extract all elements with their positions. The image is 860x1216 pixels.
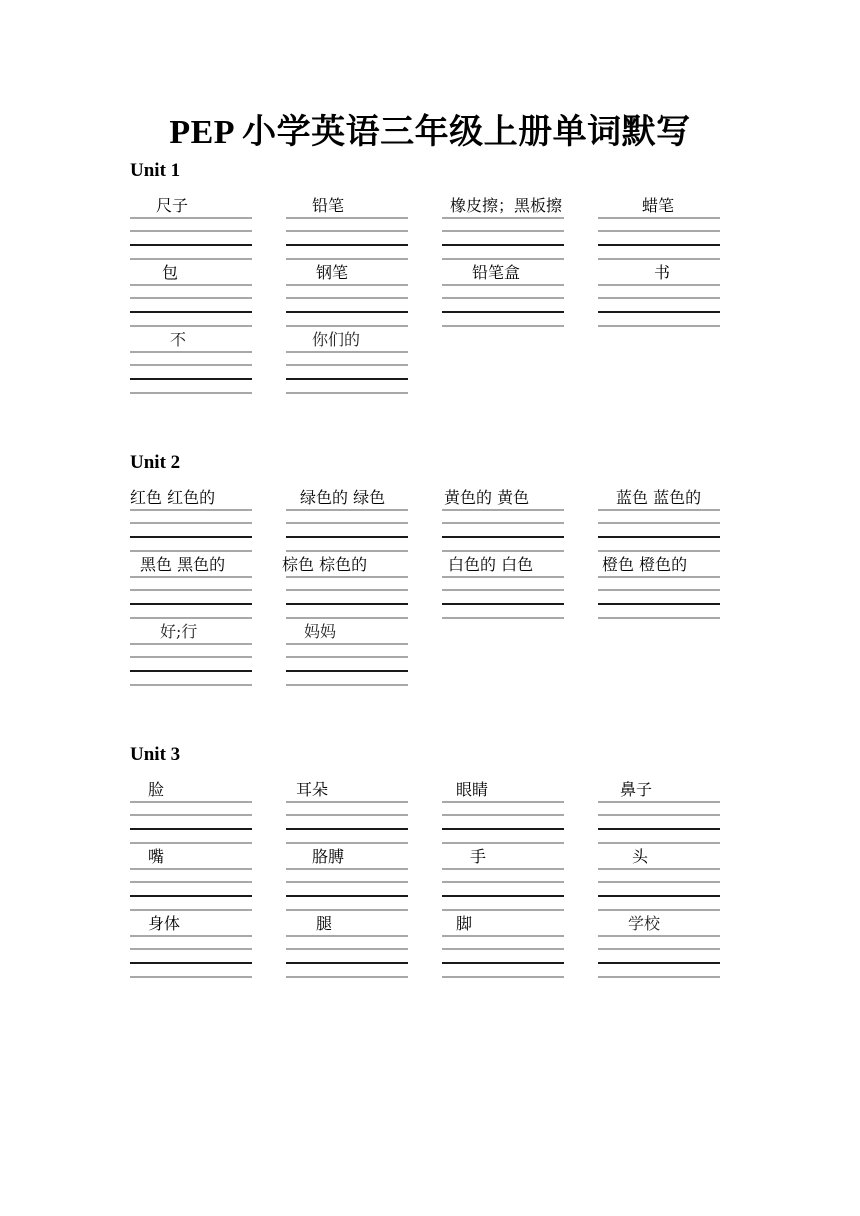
writing-line[interactable] bbox=[130, 603, 252, 605]
writing-line[interactable] bbox=[598, 217, 720, 219]
writing-line[interactable] bbox=[130, 311, 252, 313]
writing-line[interactable] bbox=[286, 576, 408, 578]
vocab-word: 橙色 橙色的 bbox=[602, 555, 688, 574]
writing-line[interactable] bbox=[286, 828, 408, 830]
writing-line[interactable] bbox=[442, 814, 564, 816]
vocab-cell bbox=[130, 847, 252, 917]
writing-line[interactable] bbox=[286, 550, 408, 552]
writing-line[interactable] bbox=[130, 881, 252, 883]
vocab-word: 绿色的 绿色 bbox=[300, 488, 386, 507]
writing-line[interactable] bbox=[286, 351, 408, 353]
writing-line[interactable] bbox=[286, 392, 408, 394]
writing-line[interactable] bbox=[130, 828, 252, 830]
writing-line[interactable] bbox=[130, 536, 252, 538]
writing-line[interactable] bbox=[442, 536, 564, 538]
writing-line[interactable] bbox=[442, 909, 564, 911]
vocab-word: 黑色 黑色的 bbox=[140, 555, 226, 574]
writing-line[interactable] bbox=[286, 244, 408, 246]
vocab-cell bbox=[598, 488, 720, 558]
writing-line[interactable] bbox=[130, 868, 252, 870]
unit-heading: Unit 1 bbox=[130, 160, 181, 181]
writing-line[interactable] bbox=[598, 962, 720, 964]
writing-line[interactable] bbox=[130, 842, 252, 844]
writing-line[interactable] bbox=[286, 814, 408, 816]
writing-line[interactable] bbox=[598, 258, 720, 260]
vocab-cell bbox=[130, 780, 252, 850]
writing-line[interactable] bbox=[442, 935, 564, 937]
writing-line[interactable] bbox=[598, 576, 720, 578]
vocab-cell bbox=[286, 914, 408, 984]
vocab-cell bbox=[598, 847, 720, 917]
writing-line[interactable] bbox=[130, 909, 252, 911]
vocab-word: 钢笔 bbox=[316, 263, 349, 282]
writing-line[interactable] bbox=[130, 801, 252, 803]
writing-line[interactable] bbox=[442, 550, 564, 552]
writing-line[interactable] bbox=[286, 284, 408, 286]
vocab-word: 学校 bbox=[628, 914, 661, 933]
writing-line[interactable] bbox=[130, 814, 252, 816]
vocab-cell bbox=[442, 780, 564, 850]
writing-line[interactable] bbox=[286, 230, 408, 232]
vocab-cell bbox=[286, 488, 408, 558]
vocab-cell bbox=[442, 555, 564, 625]
writing-line[interactable] bbox=[598, 311, 720, 313]
writing-line[interactable] bbox=[286, 948, 408, 950]
writing-line[interactable] bbox=[598, 230, 720, 232]
writing-line[interactable] bbox=[286, 976, 408, 978]
writing-line[interactable] bbox=[286, 378, 408, 380]
vocab-cell bbox=[130, 488, 252, 558]
writing-line[interactable] bbox=[286, 509, 408, 511]
writing-line[interactable] bbox=[286, 670, 408, 672]
writing-line[interactable] bbox=[598, 297, 720, 299]
writing-line[interactable] bbox=[442, 828, 564, 830]
unit-heading: Unit 2 bbox=[130, 452, 181, 473]
vocab-cell bbox=[598, 263, 720, 333]
vocab-word: 橡皮擦；黑板擦 bbox=[450, 196, 563, 215]
vocab-word: 你们的 bbox=[312, 330, 361, 349]
vocab-cell bbox=[286, 330, 408, 400]
writing-line[interactable] bbox=[598, 976, 720, 978]
writing-line[interactable] bbox=[442, 297, 564, 299]
vocab-cell bbox=[598, 914, 720, 984]
writing-line[interactable] bbox=[598, 522, 720, 524]
writing-line[interactable] bbox=[286, 297, 408, 299]
writing-line[interactable] bbox=[286, 643, 408, 645]
writing-line[interactable] bbox=[442, 576, 564, 578]
writing-line[interactable] bbox=[598, 868, 720, 870]
writing-line[interactable] bbox=[130, 617, 252, 619]
writing-line[interactable] bbox=[598, 284, 720, 286]
vocab-word: 铅笔 bbox=[312, 196, 345, 215]
writing-line[interactable] bbox=[130, 522, 252, 524]
unit-heading: Unit 3 bbox=[130, 744, 181, 765]
writing-line[interactable] bbox=[130, 364, 252, 366]
page-title: PEP 小学英语三年级上册单词默写 bbox=[169, 114, 691, 151]
writing-line[interactable] bbox=[598, 603, 720, 605]
writing-line[interactable] bbox=[286, 217, 408, 219]
vocab-word: 黄色的 黄色 bbox=[444, 488, 530, 507]
writing-line[interactable] bbox=[442, 801, 564, 803]
writing-line[interactable] bbox=[286, 656, 408, 658]
writing-line[interactable] bbox=[286, 258, 408, 260]
writing-line[interactable] bbox=[598, 325, 720, 327]
writing-line[interactable] bbox=[286, 881, 408, 883]
writing-line[interactable] bbox=[442, 948, 564, 950]
writing-line[interactable] bbox=[130, 325, 252, 327]
writing-line[interactable] bbox=[130, 576, 252, 578]
vocab-cell bbox=[286, 622, 408, 692]
writing-line[interactable] bbox=[130, 258, 252, 260]
writing-line[interactable] bbox=[286, 842, 408, 844]
vocab-word: 脚 bbox=[456, 914, 473, 933]
writing-line[interactable] bbox=[442, 258, 564, 260]
writing-line[interactable] bbox=[442, 522, 564, 524]
vocab-cell bbox=[442, 914, 564, 984]
writing-line[interactable] bbox=[286, 868, 408, 870]
writing-line[interactable] bbox=[286, 909, 408, 911]
vocab-word: 蜡笔 bbox=[642, 196, 675, 215]
vocab-cell bbox=[282, 555, 408, 625]
writing-line[interactable] bbox=[598, 550, 720, 552]
writing-line[interactable] bbox=[130, 217, 252, 219]
vocab-word: 妈妈 bbox=[304, 622, 337, 641]
writing-line[interactable] bbox=[442, 842, 564, 844]
writing-line[interactable] bbox=[130, 230, 252, 232]
vocab-cell bbox=[286, 263, 408, 333]
writing-line[interactable] bbox=[130, 643, 252, 645]
writing-line[interactable] bbox=[598, 842, 720, 844]
vocab-cell bbox=[286, 780, 408, 850]
writing-line[interactable] bbox=[442, 868, 564, 870]
writing-line[interactable] bbox=[598, 814, 720, 816]
writing-line[interactable] bbox=[598, 935, 720, 937]
writing-line[interactable] bbox=[442, 976, 564, 978]
writing-line[interactable] bbox=[130, 392, 252, 394]
writing-line[interactable] bbox=[130, 895, 252, 897]
writing-line[interactable] bbox=[598, 589, 720, 591]
writing-line[interactable] bbox=[286, 801, 408, 803]
vocab-word: 嘴 bbox=[148, 847, 165, 866]
vocab-word: 身体 bbox=[148, 914, 181, 933]
vocab-cell bbox=[598, 780, 720, 850]
vocab-cell bbox=[442, 847, 564, 917]
vocab-word: 脸 bbox=[148, 780, 165, 799]
writing-line[interactable] bbox=[130, 297, 252, 299]
writing-line[interactable] bbox=[130, 244, 252, 246]
vocab-cell bbox=[598, 196, 720, 266]
writing-line[interactable] bbox=[442, 230, 564, 232]
vocab-word: 好;行 bbox=[160, 622, 198, 641]
writing-line[interactable] bbox=[442, 244, 564, 246]
vocab-word: 包 bbox=[162, 263, 179, 282]
vocab-cell bbox=[130, 330, 252, 400]
writing-line[interactable] bbox=[598, 948, 720, 950]
writing-line[interactable] bbox=[442, 509, 564, 511]
writing-line[interactable] bbox=[130, 351, 252, 353]
vocab-word: 手 bbox=[470, 847, 487, 866]
vocab-word: 胳膊 bbox=[312, 847, 345, 866]
vocab-cell bbox=[286, 847, 408, 917]
vocab-cell bbox=[130, 263, 252, 333]
writing-line[interactable] bbox=[130, 656, 252, 658]
writing-line[interactable] bbox=[130, 589, 252, 591]
writing-line[interactable] bbox=[130, 935, 252, 937]
vocab-word: 红色 红色的 bbox=[130, 488, 216, 507]
vocab-word: 头 bbox=[632, 847, 649, 866]
vocab-word: 书 bbox=[654, 263, 671, 282]
writing-line[interactable] bbox=[442, 603, 564, 605]
vocab-cell bbox=[130, 914, 252, 984]
writing-line[interactable] bbox=[442, 325, 564, 327]
vocab-word: 眼睛 bbox=[456, 780, 489, 799]
writing-line[interactable] bbox=[598, 881, 720, 883]
writing-line[interactable] bbox=[130, 962, 252, 964]
writing-line[interactable] bbox=[598, 801, 720, 803]
vocab-cell bbox=[442, 488, 564, 558]
vocab-word: 蓝色 蓝色的 bbox=[616, 488, 702, 507]
writing-line[interactable] bbox=[286, 589, 408, 591]
writing-line[interactable] bbox=[442, 617, 564, 619]
writing-line[interactable] bbox=[598, 909, 720, 911]
writing-line[interactable] bbox=[130, 378, 252, 380]
vocab-cell bbox=[286, 196, 408, 266]
writing-line[interactable] bbox=[286, 617, 408, 619]
writing-line[interactable] bbox=[598, 828, 720, 830]
writing-line[interactable] bbox=[442, 284, 564, 286]
writing-line[interactable] bbox=[130, 948, 252, 950]
vocab-word: 棕色 棕色的 bbox=[282, 555, 368, 574]
vocab-word: 耳朵 bbox=[296, 780, 329, 799]
writing-line[interactable] bbox=[286, 522, 408, 524]
writing-line[interactable] bbox=[286, 603, 408, 605]
writing-line[interactable] bbox=[598, 244, 720, 246]
vocab-word: 腿 bbox=[316, 914, 333, 933]
vocab-cell bbox=[442, 263, 564, 333]
writing-line[interactable] bbox=[442, 217, 564, 219]
vocab-cell bbox=[130, 555, 252, 625]
writing-line[interactable] bbox=[598, 617, 720, 619]
writing-line[interactable] bbox=[130, 550, 252, 552]
vocab-word: 铅笔盒 bbox=[472, 263, 521, 282]
vocab-cell bbox=[598, 555, 720, 625]
writing-line[interactable] bbox=[442, 589, 564, 591]
writing-line[interactable] bbox=[442, 311, 564, 313]
writing-line[interactable] bbox=[130, 509, 252, 511]
writing-line[interactable] bbox=[286, 684, 408, 686]
writing-line[interactable] bbox=[130, 976, 252, 978]
writing-line[interactable] bbox=[598, 536, 720, 538]
writing-line[interactable] bbox=[286, 536, 408, 538]
writing-line[interactable] bbox=[286, 364, 408, 366]
writing-line[interactable] bbox=[130, 284, 252, 286]
writing-line[interactable] bbox=[286, 962, 408, 964]
writing-line[interactable] bbox=[598, 895, 720, 897]
writing-line[interactable] bbox=[442, 962, 564, 964]
writing-line[interactable] bbox=[286, 311, 408, 313]
vocab-word: 尺子 bbox=[156, 196, 189, 215]
writing-line[interactable] bbox=[598, 509, 720, 511]
writing-line[interactable] bbox=[130, 670, 252, 672]
vocab-cell bbox=[130, 622, 252, 692]
writing-line[interactable] bbox=[286, 935, 408, 937]
vocab-cell bbox=[130, 196, 252, 266]
vocab-cell bbox=[442, 196, 564, 266]
writing-line[interactable] bbox=[442, 881, 564, 883]
writing-line[interactable] bbox=[286, 895, 408, 897]
writing-line[interactable] bbox=[286, 325, 408, 327]
vocab-word: 鼻子 bbox=[620, 780, 653, 799]
writing-line[interactable] bbox=[442, 895, 564, 897]
writing-line[interactable] bbox=[130, 684, 252, 686]
vocab-word: 白色的 白色 bbox=[448, 555, 534, 574]
vocab-word: 不 bbox=[170, 330, 187, 349]
